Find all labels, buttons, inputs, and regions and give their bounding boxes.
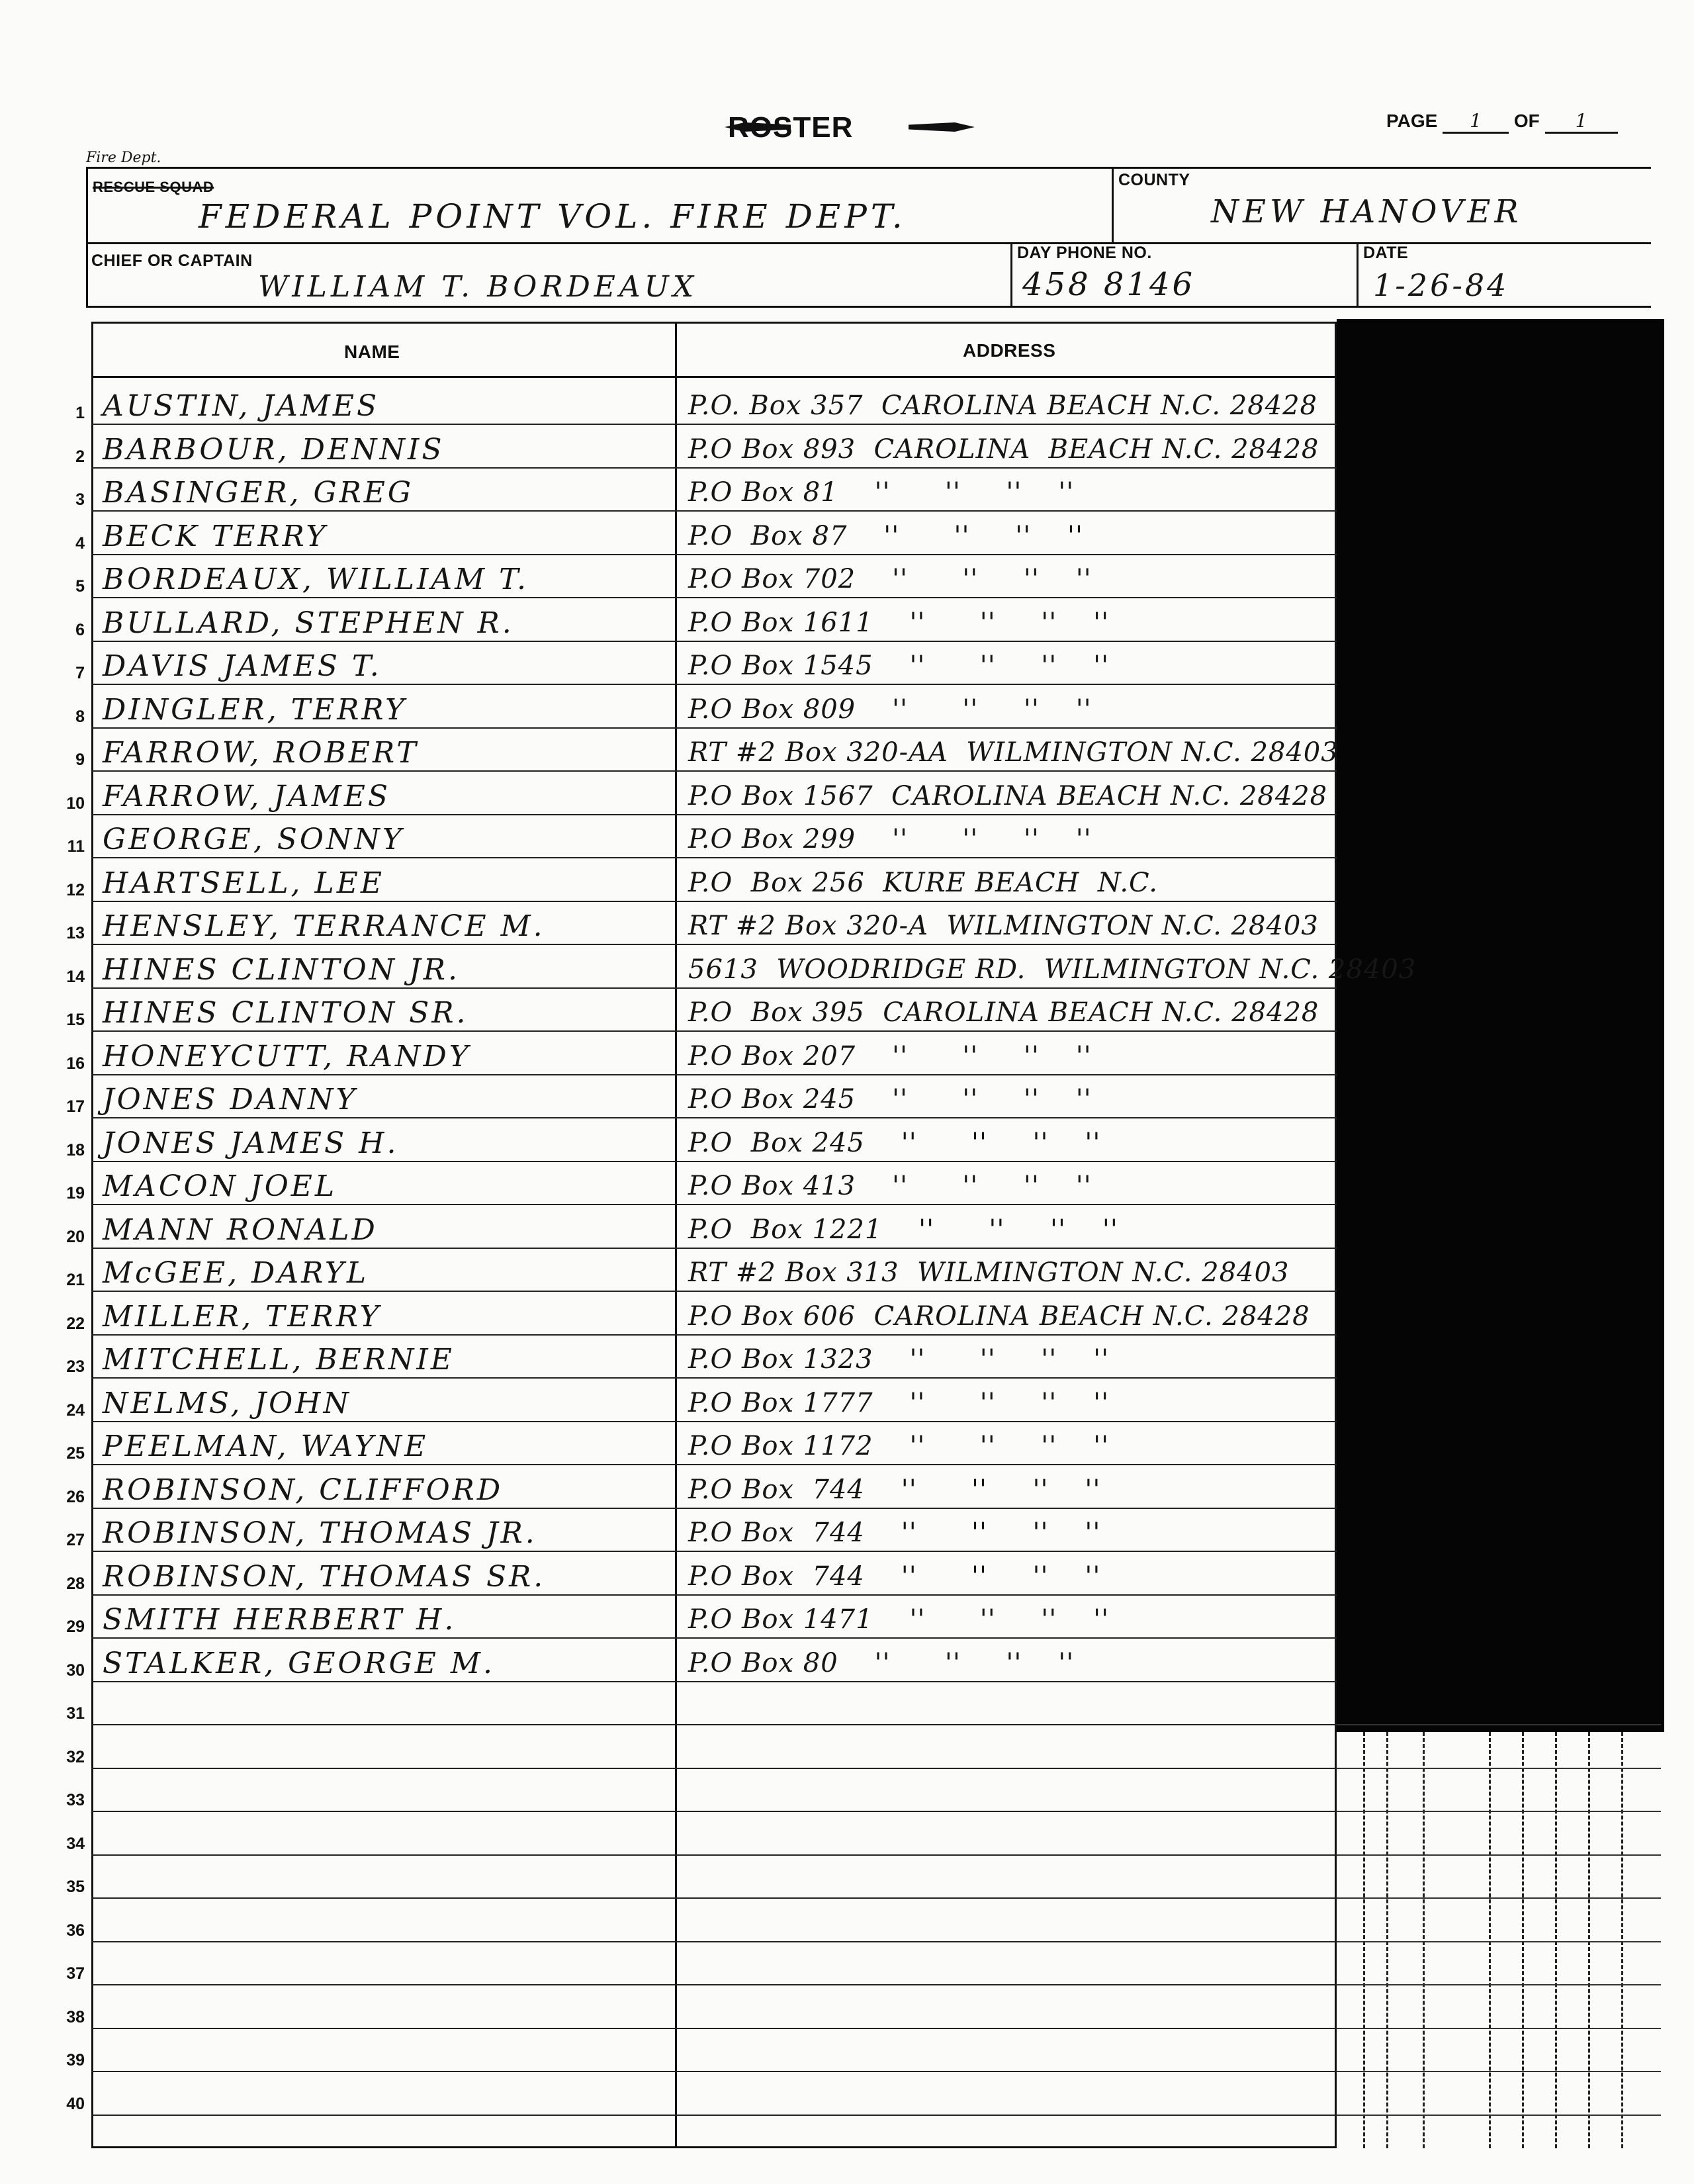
row-rule [91,1897,1337,1899]
row-rule [91,1421,1337,1422]
row-number: 15 [66,1011,85,1029]
row-number: 32 [66,1748,85,1766]
grid-column-rule [1588,1732,1590,2148]
row-rule [91,1681,1337,1682]
chief-label: CHIEF OR CAPTAIN [91,251,253,270]
row-number: 7 [75,664,85,682]
member-address: RT #2 Box 320-A WILMINGTON N.C. 28403 [688,911,1319,941]
member-address: RT #2 Box 313 WILMINGTON N.C. 28403 [688,1257,1290,1288]
member-address: P.O Box 207 '' '' '' '' [688,1041,1092,1071]
phone-divider [1010,242,1012,307]
chief-value: WILLIAM T. BORDEAUX [258,270,698,304]
row-rule [91,2115,1337,2116]
row-rule [91,770,1337,772]
member-address: P.O Box 606 CAROLINA BEACH N.C. 28428 [688,1301,1310,1332]
grid-row-rule [1337,1941,1661,1942]
row-number: 34 [66,1835,85,1853]
member-name: JONES JAMES H. [103,1126,399,1160]
member-name: SMITH HERBERT H. [103,1603,457,1637]
row-rule [91,510,1337,512]
page-current: 1 [1443,110,1509,134]
col-header-name: NAME [344,341,400,362]
member-address: P.O Box 1172 '' '' '' '' [688,1431,1110,1461]
row-number: 29 [66,1617,85,1636]
row-rule [91,467,1337,469]
row-rule [91,2028,1337,2029]
member-address: RT #2 Box 320-AA WILMINGTON N.C. 28403 [688,737,1339,768]
row-number: 22 [66,1314,85,1333]
member-name: HONEYCUTT, RANDY [103,1040,471,1073]
row-rule [91,1508,1337,1509]
member-address: P.O Box 1545 '' '' '' '' [688,651,1110,681]
row-number: 2 [75,447,85,466]
row-number: 19 [66,1184,85,1203]
row-rule [91,857,1337,858]
member-name: BASINGER, GREG [103,476,414,510]
dept-name: FEDERAL POINT VOL. FIRE DEPT. [199,197,907,236]
row-rule [91,727,1337,729]
member-address: P.O Box 81 '' '' '' '' [688,477,1075,508]
dept-label-struck: RESCUE SQUAD [93,179,214,195]
member-address: P.O Box 80 '' '' '' '' [688,1648,1075,1678]
member-name: NELMS, JOHN [103,1387,352,1420]
row-rule [91,1161,1337,1162]
member-name: MILLER, TERRY [103,1300,382,1334]
row-number: 23 [66,1357,85,1376]
row-rule [91,1204,1337,1205]
page-label: PAGE [1386,111,1438,131]
grid-row-rule [1337,1811,1661,1812]
row-number: 36 [66,1921,85,1940]
row-number: 20 [66,1228,85,1246]
member-address: P.O Box 809 '' '' '' '' [688,694,1092,725]
row-rule [91,597,1337,598]
date-label: DATE [1363,244,1409,262]
row-rule [91,987,1337,989]
member-address: P.O Box 299 '' '' '' '' [688,824,1092,854]
title-arrow-right [909,122,975,132]
row-rule [91,1551,1337,1552]
row-number: 9 [75,751,85,769]
member-address: P.O Box 1471 '' '' '' '' [688,1604,1110,1635]
dept-label-handwritten: Fire Dept. [86,150,161,166]
redacted-block [1337,319,1664,1732]
row-number: 21 [66,1271,85,1289]
row-number: 38 [66,2008,85,2026]
grid-row-rule [1337,1724,1661,1725]
row-number: 18 [66,1141,85,1160]
member-address: P.O Box 413 '' '' '' '' [688,1171,1092,1201]
row-rule [91,1811,1337,1812]
member-address: P.O Box 744 '' '' '' '' [688,1518,1101,1548]
grid-column-rule [1555,1732,1557,2148]
grid-column-rule [1386,1732,1388,2148]
date-value: 1-26-84 [1373,267,1509,303]
grid-column-rule [1621,1732,1623,2148]
row-rule [91,901,1337,902]
row-number: 24 [66,1401,85,1420]
member-address: P.O Box 395 CAROLINA BEACH N.C. 28428 [688,997,1319,1028]
row-number: 10 [66,794,85,813]
member-name: HARTSELL, LEE [103,866,384,900]
row-number: 5 [75,577,85,596]
page-counter [1386,110,1618,134]
member-address: P.O Box 893 CAROLINA BEACH N.C. 28428 [688,434,1319,465]
row-rule [91,424,1337,425]
member-address: P.O Box 1777 '' '' '' '' [688,1388,1110,1418]
member-name: HENSLEY, TERRANCE M. [103,909,545,943]
of-label: OF [1513,111,1540,131]
member-name: BULLARD, STEPHEN R. [103,606,514,640]
member-address: P.O. Box 357 CAROLINA BEACH N.C. 28428 [688,390,1317,421]
grid-row-rule [1337,1854,1661,1856]
row-number: 8 [75,707,85,726]
grid-row-rule [1337,1984,1661,1985]
member-name: JONES DANNY [103,1083,358,1116]
row-number: 12 [66,881,85,899]
grid-column-rule [1522,1732,1524,2148]
row-rule [91,814,1337,815]
row-rule [91,684,1337,685]
row-number: 26 [66,1488,85,1506]
member-name: ROBINSON, THOMAS SR. [103,1560,546,1594]
row-rule [91,1984,1337,1985]
grid-column-rule [1363,1732,1365,2148]
county-value: NEW HANOVER [1211,193,1523,230]
member-name: ROBINSON, CLIFFORD [103,1473,504,1507]
row-rule [91,2071,1337,2072]
member-name: McGEE, DARYL [103,1256,369,1290]
member-name: DINGLER, TERRY [103,693,408,727]
member-name: PEELMAN, WAYNE [103,1430,429,1463]
member-name: HINES CLINTON SR. [103,996,468,1030]
phone-value: 458 8146 [1022,266,1196,303]
row-number: 31 [66,1704,85,1723]
grid-column-rule [1423,1732,1425,2148]
member-address: P.O Box 245 '' '' '' '' [688,1128,1101,1158]
form-left-border [86,167,88,307]
member-name: FARROW, ROBERT [103,736,419,770]
member-address: P.O Box 1221 '' '' '' '' [688,1214,1118,1245]
member-name: MANN RONALD [103,1213,378,1247]
member-name: FARROW, JAMES [103,780,391,813]
county-label: COUNTY [1118,171,1190,189]
row-number: 33 [66,1791,85,1809]
row-number: 11 [67,837,85,856]
grid-row-rule [1337,2028,1661,2029]
member-address: P.O Box 87 '' '' '' '' [688,521,1083,551]
row-number: 35 [66,1878,85,1896]
form-bottom-rule [86,306,1651,308]
row-rule [91,1334,1337,1336]
member-name: BARBOUR, DENNIS [103,433,445,467]
member-address: P.O Box 702 '' '' '' '' [688,564,1092,594]
member-address: P.O Box 1611 '' '' '' '' [688,608,1110,638]
table-header-rule [91,376,1337,378]
grid-row-rule [1337,2115,1661,2116]
row-rule [91,1724,1337,1725]
row-number: 27 [66,1531,85,1549]
row-number: 39 [66,2051,85,2070]
row-rule [91,1030,1337,1032]
form-mid-rule [86,242,1651,244]
row-rule [91,1377,1337,1379]
row-rule [91,1854,1337,1856]
row-number: 17 [66,1097,85,1116]
row-rule [91,1291,1337,1292]
row-rule [91,1768,1337,1769]
grid-row-rule [1337,1897,1661,1899]
form-top-rule [86,167,1651,169]
row-rule [91,1117,1337,1118]
row-rule [91,1248,1337,1249]
member-name: STALKER, GEORGE M. [103,1647,495,1680]
member-address: P.O Box 744 '' '' '' '' [688,1475,1101,1505]
member-name: AUSTIN, JAMES [103,389,380,423]
member-address: P.O Box 256 KURE BEACH N.C. [688,868,1158,898]
row-number: 28 [66,1574,85,1593]
member-address: P.O Box 245 '' '' '' '' [688,1084,1092,1115]
row-number: 40 [66,2095,85,2113]
member-name: DAVIS JAMES T. [103,649,382,683]
row-number: 1 [75,404,85,422]
member-address: P.O Box 1323 '' '' '' '' [688,1344,1110,1375]
date-divider [1357,242,1359,307]
row-rule [91,641,1337,642]
row-rule [91,1941,1337,1942]
member-name: HINES CLINTON JR. [103,953,460,987]
page-title: ROSTER [728,111,854,144]
member-name: ROBINSON, THOMAS JR. [103,1516,537,1550]
row-number: 25 [66,1444,85,1463]
member-name: BORDEAUX, WILLIAM T. [103,563,529,596]
member-address: 5613 WOODRIDGE RD. WILMINGTON N.C. 28403 [688,954,1417,985]
member-name: MACON JOEL [103,1169,337,1203]
row-rule [91,1074,1337,1075]
county-divider [1112,167,1114,244]
member-address: P.O Box 744 '' '' '' '' [688,1561,1101,1592]
row-number: 14 [66,968,85,986]
member-name: GEORGE, SONNY [103,823,404,856]
row-number: 4 [75,534,85,553]
row-rule [91,1464,1337,1465]
member-name: MITCHELL, BERNIE [103,1343,455,1377]
row-rule [91,554,1337,555]
row-number: 37 [66,1964,85,1983]
member-address: P.O Box 1567 CAROLINA BEACH N.C. 28428 [688,781,1328,811]
col-header-address: ADDRESS [963,340,1056,361]
column-divider [675,322,677,2148]
member-name: BECK TERRY [103,520,328,553]
grid-column-rule [1489,1732,1491,2148]
phone-label: DAY PHONE NO. [1017,244,1152,262]
row-number: 3 [75,490,85,509]
row-number: 13 [66,924,85,942]
grid-row-rule [1337,1768,1661,1769]
grid-row-rule [1337,2071,1661,2072]
row-rule [91,1637,1337,1639]
row-rule [91,1594,1337,1596]
row-rule [91,944,1337,945]
row-number: 16 [66,1054,85,1073]
row-number: 6 [75,621,85,639]
row-number: 30 [66,1661,85,1680]
page-total: 1 [1545,110,1618,134]
